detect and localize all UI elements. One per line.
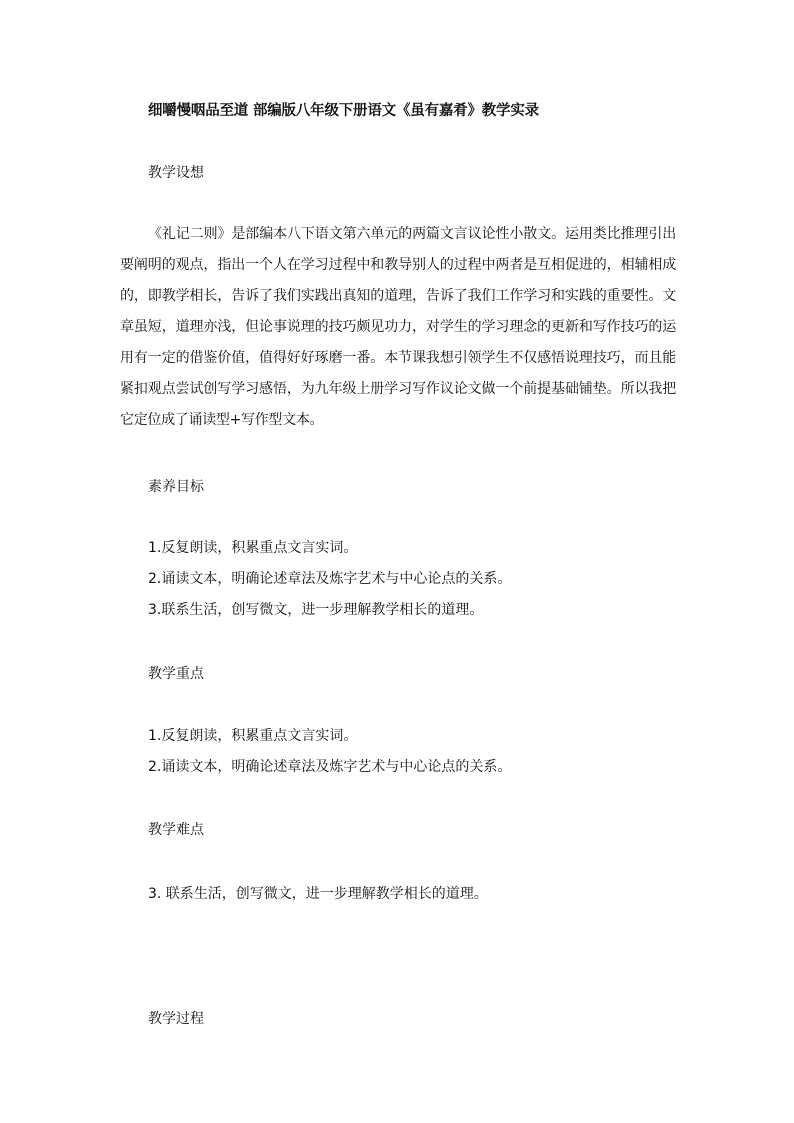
list-item: 3.联系生活，创写微文，进一步理解教学相长的道理。 bbox=[148, 602, 484, 618]
heading-process: 教学过程 bbox=[148, 1011, 204, 1027]
heading-design: 教学设想 bbox=[148, 165, 204, 181]
key-points-list bbox=[148, 721, 511, 783]
difficulty-item: 3. 联系生活，创写微文，进一步理解教学相长的道理。 bbox=[148, 886, 488, 902]
document-title: 细嚼慢咽品至道 部编版八年级下册语文《虽有嘉肴》教学实录 bbox=[148, 103, 539, 119]
heading-goals: 素养目标 bbox=[148, 479, 204, 495]
list-item: 1.反复朗读，积累重点文言实词。 bbox=[148, 728, 358, 744]
heading-key-points: 教学重点 bbox=[148, 666, 204, 682]
list-item: 2.诵读文本，明确论述章法及炼字艺术与中心论点的关系。 bbox=[148, 571, 512, 587]
list-item: 1.反复朗读，积累重点文言实词。 bbox=[148, 540, 358, 556]
goals-list bbox=[148, 533, 511, 626]
heading-difficulties: 教学难点 bbox=[148, 822, 204, 838]
design-paragraph: 《礼记二则》是部编本八下语文第六单元的两篇文言议论性小散文。运用类比推理引出要阐明的观点，指出一个人在学习过程中和教导别人的过程中两者是互相促进的，相辅相成的，即教学相长，告诉了我们实践出真知的道理，告诉了我们工作学习和实践的重要性。文章虽短，道理亦浅，但论事说理的技巧颇见功力，对学生的学习理念的更新和写作技巧的运用有一定的借鉴价值，值得好好琢磨一番。本节课我想引领学生不仅感悟说理技巧，而且能紧扣观点尝试创写学习感悟，为九年级上册学习写作议论文做一个前提基础铺垫。所以我把它定位成了诵读型+写作型文本。 bbox=[120, 226, 676, 428]
list-item: 2.诵读文本，明确论述章法及炼字艺术与中心论点的关系。 bbox=[148, 759, 512, 775]
